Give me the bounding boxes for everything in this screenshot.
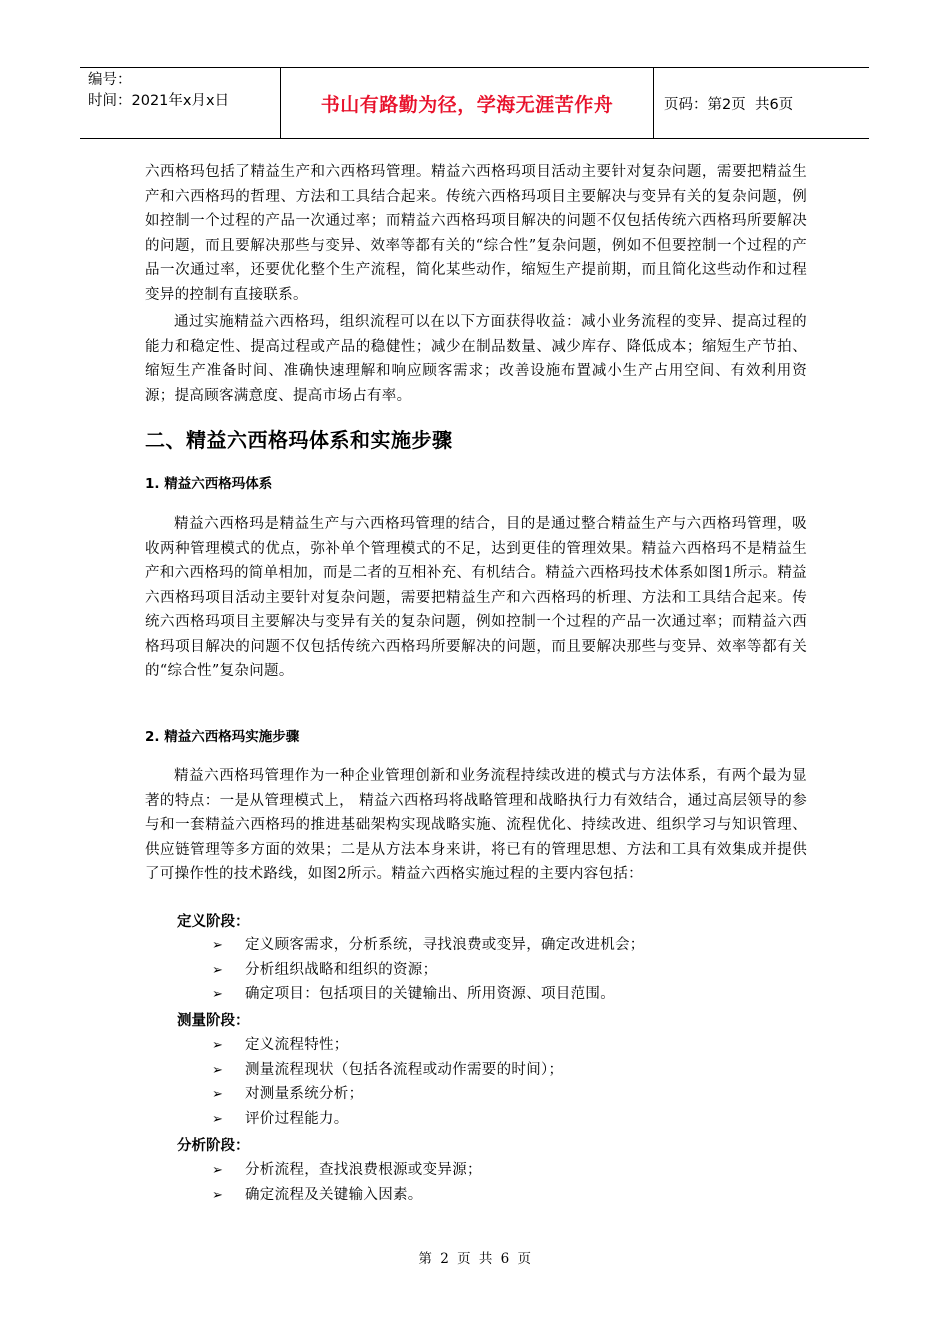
arrow-bullet-icon: ➢ <box>212 1163 224 1178</box>
header-motto: 书山有路勤为径，学海无涯苦作舟 <box>281 68 654 138</box>
list-item: ➢ 分析组织战略和组织的资源； <box>212 958 645 983</box>
arrow-bullet-icon: ➢ <box>212 1187 224 1203</box>
header-meta-cell <box>80 68 281 138</box>
list-item: ➢ 定义顾客需求，分析系统，寻找浪费或变异，确定改进机会； <box>212 933 645 958</box>
list-item: ➢ 评价过程能力。 <box>212 1107 563 1132</box>
arrow-bullet-icon: ➢ <box>212 1038 224 1053</box>
header-page-cell <box>654 68 869 138</box>
list-item: ➢ 测量流程现状（包括各流程或动作需要的时间）； <box>212 1058 563 1083</box>
phase-define-title: 定义阶段： <box>177 914 250 930</box>
header-date-label: 时间：2021年x月x日 <box>88 93 230 109</box>
arrow-bullet-icon: ➢ <box>212 1062 224 1078</box>
phase-measure-list <box>212 1033 563 1131</box>
header-number-label: 编号： <box>88 72 132 88</box>
header-page-label: 页码：第2页 共6页 <box>664 96 794 113</box>
subsection-heading-2: 2. 精益六西格玛实施步骤 <box>145 729 300 745</box>
subsection-heading-1: 1. 精益六西格玛体系 <box>145 476 273 492</box>
phase-analyze-title: 分析阶段： <box>177 1138 250 1154</box>
phase-define-list <box>212 933 645 1007</box>
list-item: ➢ 定义流程特性； <box>212 1033 563 1058</box>
page-header-table <box>80 67 869 139</box>
phase-measure-title: 测量阶段： <box>177 1013 250 1029</box>
arrow-bullet-icon: ➢ <box>212 938 224 953</box>
intro-paragraph-1: 六西格玛包括了精益生产和六西格玛管理。精益六西格玛项目活动主要针对复杂问题，需要把精益生产和六西格玛的哲理、方法和工具结合起来。传统六西格玛项目主要解决与变异有关的复杂问题，例如控制一个过程的产品一次通过率；而精益六西格玛项目解决的问题不仅包括传统六西格玛所要解决的问题，而且要解决那些与变异、效率等都有关的“综合性”复杂问题，例如不但要控制一个过程的产品一次通过率，还要优化整个生产流程，简化某些动作，缩短生产提前期，而且简化这些动作和过程变异的控制有直接联系。 <box>145 164 807 303</box>
list-item: ➢ 确定流程及关键输入因素。 <box>212 1183 482 1208</box>
arrow-bullet-icon: ➢ <box>212 1087 224 1102</box>
subsection-1-paragraph: 精益六西格玛是精益生产与六西格玛管理的结合，目的是通过整合精益生产与六西格玛管理，吸收两种管理模式的优点，弥补单个管理模式的不足，达到更佳的管理效果。精益六西格玛不是精益生产和六西格玛的简单相加，而是二者的互相补充、有机结合。精益六西格玛技术体系如图1所示。精益六西格玛项目活动主要针对复杂问题，需要把精益生产和六西格玛的析理、方法和工具结合起来。传统六西格玛项目主要解决与变异有关的复杂问题，例如控制一个过程的产品一次通过率；而精益六西格玛项目解决的问题不仅包括传统六西格玛所要解决的问题，而且要解决那些与变异、效率等都有关的“综合性”复杂问题。 <box>145 516 807 679</box>
list-item: ➢ 对测量系统分析； <box>212 1082 563 1107</box>
section-heading: 二、精益六西格玛体系和实施步骤 <box>145 428 453 452</box>
arrow-bullet-icon: ➢ <box>212 1111 224 1127</box>
subsection-2-paragraph: 精益六西格玛管理作为一种企业管理创新和业务流程持续改进的模式与方法体系，有两个最为显著的特点：一是从管理模式上， 精益六西格玛将战略管理和战略执行力有效结合，通过高层领导的参与和一套精益六西格玛的推进基础架构实现战略实施、流程优化、持续改进、组织学习与知识管理、供应链管理等多方面的效果；二是从方法本身来讲，将已有的管理思想、方法和工具有效集成并提供了可操作性的技术路线，如图2所示。精益六西格实施过程的主要内容包括： <box>145 768 807 882</box>
arrow-bullet-icon: ➢ <box>212 987 224 1002</box>
phase-analyze-list <box>212 1158 482 1207</box>
intro-paragraph-2: 通过实施精益六西格玛，组织流程可以在以下方面获得收益：减小业务流程的变异、提高过程的能力和稳定性、提高过程或产品的稳健性；减少在制品数量、减少库存、降低成本；缩短生产节拍、缩短生产准备时间、准确快速理解和响应顾客需求；改善设施布置减小生产占用空间、有效利用资源；提高顾客满意度、提高市场占有率。 <box>145 314 807 404</box>
list-item: ➢ 分析流程，查找浪费根源或变异源； <box>212 1158 482 1183</box>
arrow-bullet-icon: ➢ <box>212 962 224 978</box>
page-footer: 第 2 页 共 6 页 <box>418 1251 532 1267</box>
list-item: ➢ 确定项目：包括项目的关键输出、所用资源、项目范围。 <box>212 982 645 1007</box>
